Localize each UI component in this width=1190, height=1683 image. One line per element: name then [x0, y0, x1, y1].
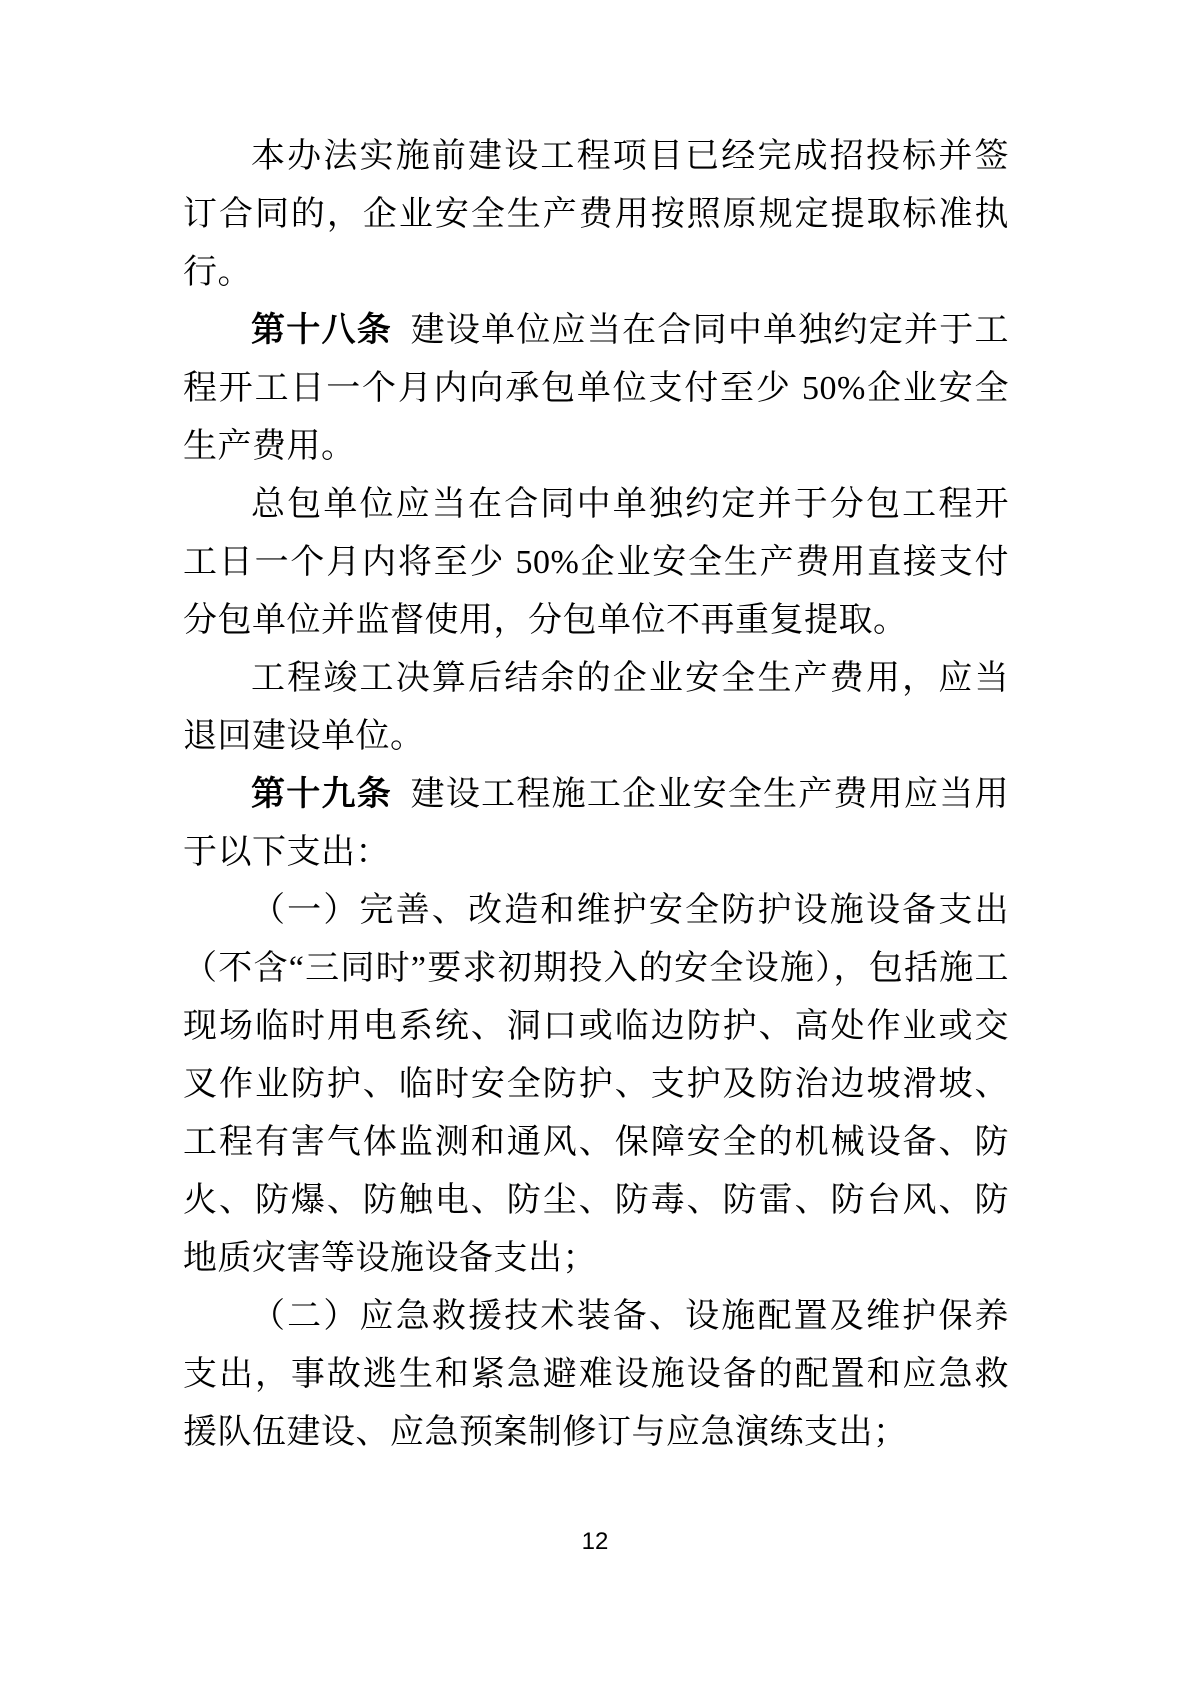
paragraph — [183, 650, 1009, 766]
paragraph — [183, 1288, 1009, 1462]
paragraph-text: 建设单位应当在合同中单独约定并于工程开工日一个月内向承包单位支付至少 50%企业安全生产费用。 — [183, 312, 1010, 465]
paragraph-text: 工程竣工决算后结余的企业安全生产费用，应当退回建设单位。 — [183, 660, 1009, 755]
paragraph-text: 建设工程施工企业安全生产费用应当用于以下支出： — [183, 776, 1010, 871]
article-number: 第十九条 — [251, 776, 392, 813]
article-number: 第十八条 — [251, 312, 392, 349]
page-number: 12 — [581, 1528, 609, 1555]
paragraph — [183, 882, 1009, 1288]
paragraph-text: 总包单位应当在合同中单独约定并于分包工程开工日一个月内将至少 50%企业安全生产费用直接支付分包单位并监督使用，分包单位不再重复提取。 — [183, 486, 1009, 639]
paragraph — [183, 766, 1009, 882]
paragraph — [183, 476, 1009, 650]
paragraph — [183, 302, 1009, 476]
document-body — [183, 128, 1009, 1462]
paragraph — [183, 128, 1009, 302]
paragraph-text: （一）完善、改造和维护安全防护设施设备支出（不含“三同时”要求初期投入的安全设施），包括施工现场临时用电系统、洞口或临边防护、高处作业或交叉作业防护、临时安全防护、支护及防治边坡滑坡、工程有害气体监测和通风、保障安全的机械设备、防火、防爆、防触电、防尘、防毒、防雷、防台风、防地质灾害等设施设备支出； — [183, 892, 1009, 1277]
paragraph-text: （二）应急救援技术装备、设施配置及维护保养支出，事故逃生和紧急避难设施设备的配置和应急救援队伍建设、应急预案制修订与应急演练支出； — [183, 1298, 1009, 1451]
paragraph-text: 本办法实施前建设工程项目已经完成招投标并签订合同的，企业安全生产费用按照原规定提取标准执行。 — [183, 138, 1009, 291]
